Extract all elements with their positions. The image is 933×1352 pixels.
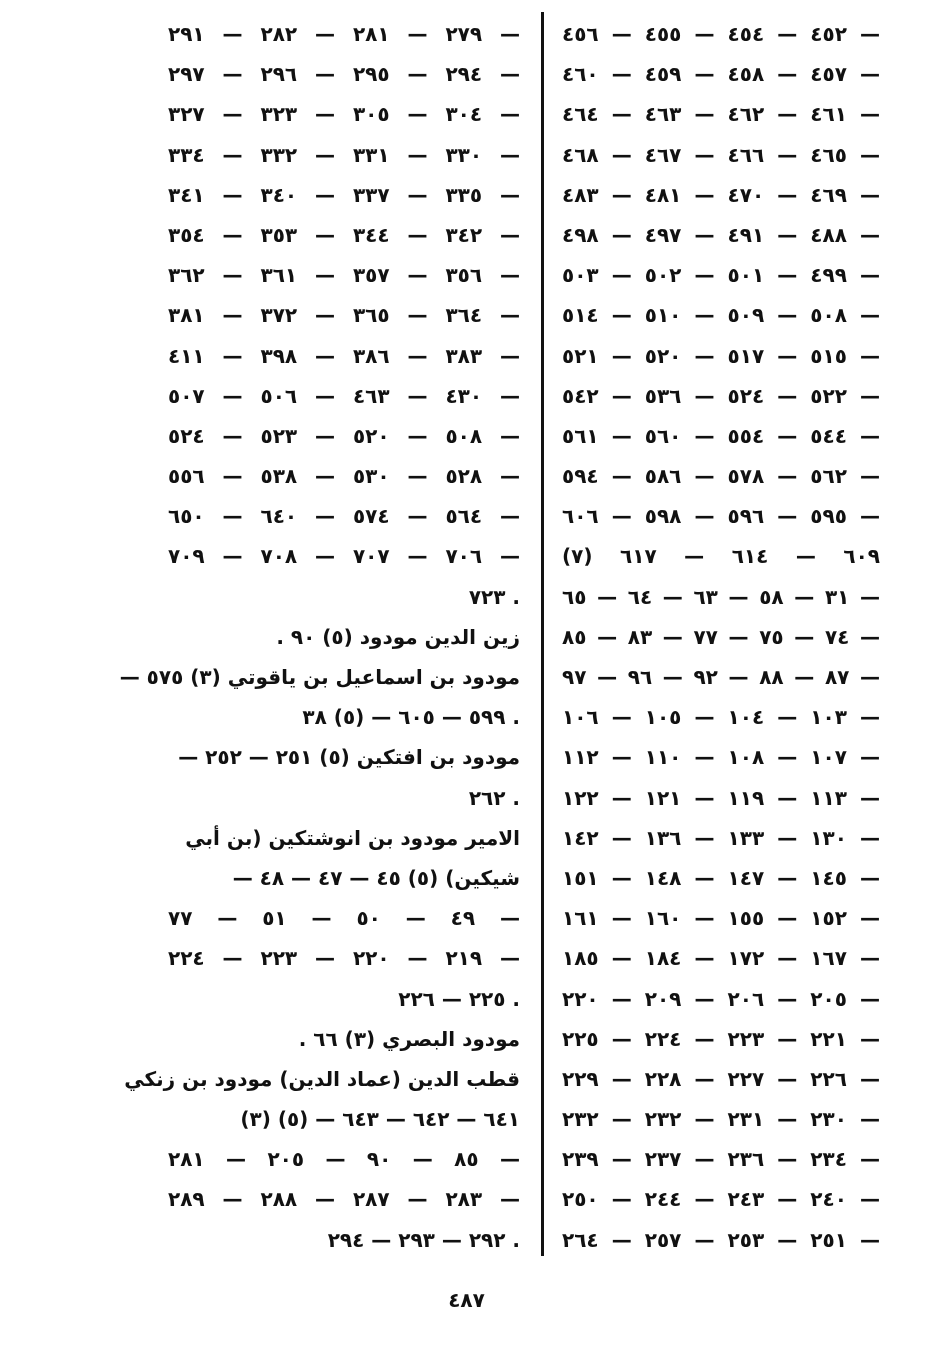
index-line: ٢٧٩ — ٢٨١ — ٢٨٢ — ٢٩١ — xyxy=(168,22,521,46)
index-line: ٥٠٨ — ٥٢٠ — ٥٢٣ — ٥٢٤ — xyxy=(168,423,521,448)
index-line: (٣) ٦٤١ — ٦٤٢ — ٦٤٣ — (٥) xyxy=(240,1107,520,1132)
index-line: ١٣٠ — ١٣٣ — ١٣٦ — ١٤٢ — xyxy=(562,825,880,850)
index-line: ٨٥ — ٩٠ — ٢٠٥ — ٢٨١ — xyxy=(168,1147,520,1172)
index-line: ١٤٥ — ١٤٧ — ١٤٨ — ١٥١ — xyxy=(562,865,880,890)
index-line: ٥٩٥ — ٥٩٦ — ٥٩٨ — ٦٠٦ — xyxy=(562,504,880,529)
index-line: ٤٨٨ — ٤٩١ — ٤٩٧ — ٤٩٨ — xyxy=(562,222,880,247)
index-line: ٥٢٨ — ٥٣٠ — ٥٣٨ — ٥٥٦ — xyxy=(168,464,521,489)
index-line: ٢٦٢ . xyxy=(468,785,520,810)
index-line: ٢٤٠ — ٢٤٣ — ٢٤٤ — ٢٥٠ — xyxy=(562,1187,880,1212)
index-line: ٢١٩ — ٢٢٠ — ٢٢٣ — ٢٢٤ — xyxy=(168,946,521,971)
index-line: ٤٥٧ — ٤٥٨ — ٤٥٩ — ٤٦٠ — xyxy=(562,62,880,87)
index-line: ٧٢٣ . xyxy=(468,584,520,609)
index-line: ٣٠٤ — ٣٠٥ — ٣٢٣ — ٣٢٧ — xyxy=(168,102,521,127)
index-line: ٧٠٦ — ٧٠٧ — ٧٠٨ — ٧٠٩ — xyxy=(168,544,521,569)
index-line: ٣٨٣ — ٣٨٦ — ٣٩٨ — ٤١١ — xyxy=(168,343,521,368)
index-line: ٢٩٤ — ٢٩٥ — ٢٩٦ — ٢٩٧ — xyxy=(168,62,521,87)
index-line: ٤٦١ — ٤٦٢ — ٤٦٣ — ٤٦٤ — xyxy=(562,102,880,127)
column-divider xyxy=(541,12,544,1256)
index-line: شيكين) (٥) ٤٥ — ٤٧ — ٤٨ — xyxy=(232,865,520,890)
index-line: قطب الدين (عماد الدين) مودود بن زنكي xyxy=(124,1066,520,1091)
index-line: ١٥٢ — ١٥٥ — ١٦٠ — ١٦١ — xyxy=(562,906,880,931)
index-line: ٢٢٦ — ٢٢٧ — ٢٢٨ — ٢٢٩ — xyxy=(562,1066,880,1091)
index-line: ٥٦٢ — ٥٧٨ — ٥٨٦ — ٥٩٤ — xyxy=(562,464,880,489)
index-line: ٥٤٤ — ٥٥٤ — ٥٦٠ — ٥٦١ — xyxy=(562,423,880,448)
index-column-left xyxy=(119,14,521,1260)
index-line: زين الدين مودود (٥) ٩٠ . xyxy=(276,624,520,649)
index-line: ٤٩ — ٥٠ — ٥١ — ٧٧ — xyxy=(168,906,520,931)
index-line: ٥٦٤ — ٥٧٤ — ٦٤٠ — ٦٥٠ — xyxy=(168,504,521,529)
index-line: ٨٧ — ٨٨ — ٩٢ — ٩٦ — ٩٧ — xyxy=(562,665,881,689)
index-line: ٢٢١ — ٢٢٣ — ٢٢٤ — ٢٢٥ — xyxy=(562,1026,880,1051)
index-line: ٣٥٦ — ٣٥٧ — ٣٦١ — ٣٦٢ — xyxy=(168,263,521,288)
index-line: الامير مودود بن انوشتكين (بن أبي xyxy=(185,825,520,850)
index-line: ٤٦٥ — ٤٦٦ — ٤٦٧ — ٤٦٨ — xyxy=(562,142,880,167)
index-line: ٢٣٤ — ٢٣٦ — ٢٣٧ — ٢٣٩ — xyxy=(562,1147,880,1172)
index-line: ٤٦٩ — ٤٧٠ — ٤٨١ — ٤٨٣ — xyxy=(562,182,880,207)
index-line: ٣٦٤ — ٣٦٥ — ٣٧٢ — ٣٨١ — xyxy=(168,303,521,328)
index-line: ٥٢٢ — ٥٢٤ — ٥٣٦ — ٥٤٢ — xyxy=(562,383,880,408)
index-line: ٣٣٥ — ٣٣٧ — ٣٤٠ — ٣٤١ — xyxy=(168,182,521,207)
index-line: مودود بن افتكين (٥) ٢٥١ — ٢٥٢ — xyxy=(178,745,520,770)
index-line: ٢٠٥ — ٢٠٦ — ٢٠٩ — ٢٢٠ — xyxy=(562,986,880,1011)
index-line: ٢٩٢ — ٢٩٣ — ٢٩٤ . xyxy=(327,1227,520,1252)
index-line: ٢٢٥ — ٢٢٦ . xyxy=(398,986,520,1011)
index-line: ٤٣٠ — ٤٦٣ — ٥٠٦ — ٥٠٧ — xyxy=(168,383,521,408)
index-line: مودود بن اسماعيل بن ياقوتي (٣) ٥٧٥ — xyxy=(119,665,520,689)
index-column-right xyxy=(562,14,880,1260)
index-line: ١٠٣ — ١٠٤ — ١٠٥ — ١٠٦ — xyxy=(562,705,880,730)
index-line: ٣٣٠ — ٣٣١ — ٣٣٢ — ٣٣٤ — xyxy=(168,142,521,167)
index-line: ٥١٥ — ٥١٧ — ٥٢٠ — ٥٢١ — xyxy=(562,343,880,368)
index-line: مودود البصري (٣) ٦٦ . xyxy=(298,1026,520,1051)
index-line: ١١٣ — ١١٩ — ١٢١ — ١٢٢ — xyxy=(562,785,880,810)
index-line: ١٠٧ — ١٠٨ — ١١٠ — ١١٢ — xyxy=(562,745,880,770)
index-line: ٥٩٩ — ٦٠٥ — (٥) ٣٨ . xyxy=(302,705,520,730)
index-line: ٣٤٢ — ٣٤٤ — ٣٥٣ — ٣٥٤ — xyxy=(168,222,521,247)
page-number: ٤٨٧ xyxy=(448,1288,485,1312)
index-line: ٧٤ — ٧٥ — ٧٧ — ٨٣ — ٨٥ — xyxy=(562,624,881,649)
index-line: ٢٣٠ — ٢٣١ — ٢٣٢ — ٢٣٢ — xyxy=(562,1107,880,1132)
index-line: ٣١ — ٥٨ — ٦٣ — ٦٤ — ٦٥ — xyxy=(562,584,881,609)
index-line: ١٦٧ — ١٧٢ — ١٨٤ — ١٨٥ — xyxy=(562,946,880,971)
index-line: ٥٠٨ — ٥٠٩ — ٥١٠ — ٥١٤ — xyxy=(562,303,880,328)
index-line: ٤٥٢ — ٤٥٤ — ٤٥٥ — ٤٥٦ — xyxy=(562,22,880,46)
index-line: ٦٠٩ — ٦١٤ — ٦١٧ (٧) xyxy=(562,544,880,569)
index-line: ٢٨٣ — ٢٨٧ — ٢٨٨ — ٢٨٩ — xyxy=(168,1187,521,1212)
index-line: ٤٩٩ — ٥٠١ — ٥٠٢ — ٥٠٣ — xyxy=(562,263,880,288)
index-line: ٢٥١ — ٢٥٣ — ٢٥٧ — ٢٦٤ — xyxy=(562,1227,880,1252)
